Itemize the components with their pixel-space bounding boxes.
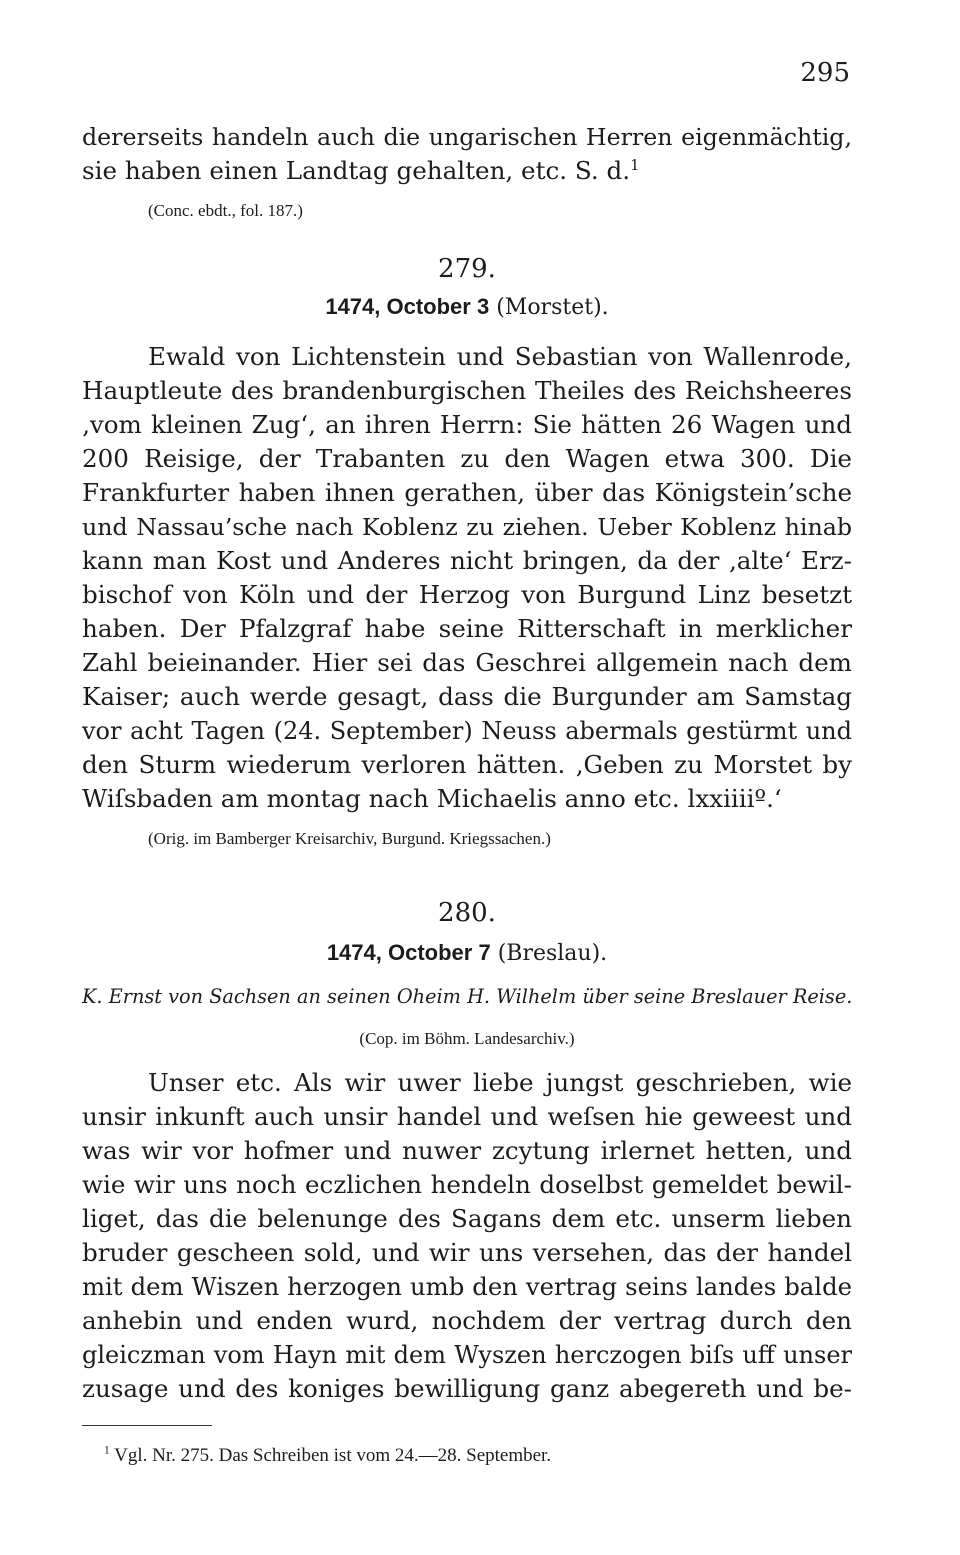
page-number: 295 [800,58,850,88]
footnote-ref: 1 [630,156,640,174]
text-line: Unser etc. Als wir uwer liebe jungst geschrieben, wie [148,1068,852,1097]
text-line: zusage und des koniges bewilligung ganz abegereth und be- [82,1374,852,1403]
text-line: gleiczman vom Hayn mit dem Wyszen herczogen biſs uff unser [82,1341,852,1369]
section-date: 1474, October 3 (Morstet). [325,294,609,320]
text-line: 200 Reisige, der Trabanten zu den Wagen etwa 300. Die [82,444,852,473]
text-line: bischof von Köln und der Herzog von Burgund Linz besetzt [82,580,852,609]
section-number: 279. [438,254,496,284]
text-line: Frankfurter haben ihnen gerathen, über das Königstein’sche [82,478,852,507]
text-line: ‚vom kleinen Zug‘, an ihren Herrn: Sie hätten 26 Wagen und [82,410,852,439]
footnote-divider [82,1425,212,1426]
text-line: liget, das die belenunge des Sagans dem etc. unserm lieben [82,1204,852,1233]
text-line: dererseits handeln auch die ungarischen Herren eigenmächtig, [82,123,852,151]
text-line: kann man Kost und Anderes nicht bringen, da der ‚alte‘ Erz- [82,546,852,575]
text-line: und Nassau’sche nach Koblenz zu ziehen. Ueber Koblenz hinab [82,513,852,541]
text-line: unsir inkunft auch unsir handel und weſsen hie geweest und [82,1102,852,1131]
text-line: Ewald von Lichtenstein und Sebastian von Wallenrode, [148,342,852,371]
section-date: 1474, October 7 (Breslau). [326,940,608,966]
text-line: den Sturm wiederum verloren hätten. ‚Geben zu Morstet by [82,750,852,779]
text-line: Zahl beieinander. Hier sei das Geschrei allgemein nach dem [82,648,852,677]
footnote-marker: 1 [104,1444,110,1457]
text-line: Wiſsbaden am montag nach Michaelis anno etc. lxxiiiiº.‘ [82,784,782,813]
section-summary: K. Ernst von Sachsen an seinen Oheim H. Wilhelm über seine Breslauer Reise. [82,985,853,1008]
source-note: (Conc. ebdt., fol. 187.) [148,201,303,220]
text-line: Kaiser; auch werde gesagt, dass die Burgunder am Samstag [82,682,852,711]
text-line: was wir vor hofmer und nuwer zcytung irlernet hetten, und [82,1136,852,1165]
section-number: 280. [438,898,496,928]
text-line: vor acht Tagen (24. September) Neuss abermals gestürmt und [82,717,852,745]
text-line: sie haben einen Landtag gehalten, etc. S. d.$^1$ [82,156,640,185]
text-line: Hauptleute des brandenburgischen Theiles des Reichsheeres [82,376,852,405]
text-line: anhebin und enden wurd, nochdem der vertrag durch den [82,1306,852,1335]
source-note: (Cop. im Böhm. Landesarchiv.) [359,1029,575,1048]
text-line: haben. Der Pfalzgraf habe seine Ritterschaft in merklicher [82,614,852,643]
text-line: mit dem Wiszen herzogen umb den vertrag seins landes balde [82,1272,852,1301]
text-line: bruder gescheen sold, und wir uns versehen, das der handel [82,1238,852,1267]
footnote: $^1$ Vgl. Nr. 275. Das Schreiben ist vom 24.—28. September. [104,1444,552,1466]
text-line: wie wir uns noch eczlichen hendeln doselbst gemeldet bewil- [82,1170,852,1199]
source-note: (Orig. im Bamberger Kreisarchiv, Burgund. Kriegssachen.) [148,829,551,848]
